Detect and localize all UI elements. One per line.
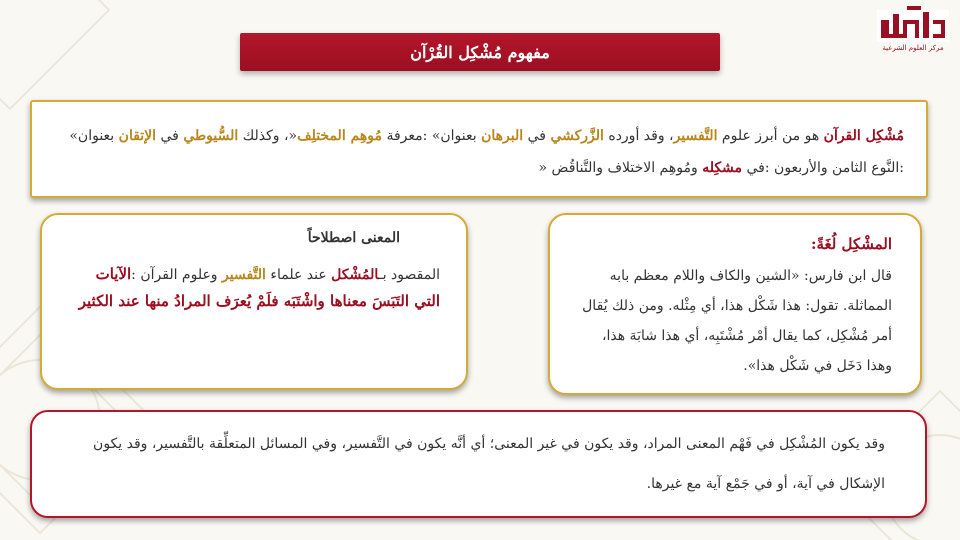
- note-text: وقد يكون المُشْكِل في فَهْم المعنى المراد، وقد يكون في غير المعنى؛ أي أنَّه يكون في التَّفسير، وفي المسائل المتعلِّقة بالتَّفسير، وقد يكون الإشكال في آية، أو في جَمْع آية مع غيرها.: [93, 436, 885, 492]
- term-highlight: المُشْكل: [331, 267, 379, 283]
- definition-box: [30, 100, 928, 198]
- term-meaning-box: [40, 213, 468, 390]
- term-heading: المعنى اصطلاحاً: [307, 230, 400, 246]
- note-box: [30, 410, 927, 518]
- term-text: عند علماء: [265, 267, 332, 283]
- term-definition: الآيات التي التَبَسَ معناها واشْتَبَه فلَمْ يُعرَف المرادُ منها عند الكثير: [78, 265, 440, 310]
- term-text: المقصود بـ: [378, 267, 440, 283]
- linguistic-meaning-box: [548, 213, 922, 395]
- def-highlight: الزَّركشي: [550, 128, 604, 144]
- def-text: في: [523, 128, 551, 144]
- def-text: هو من أبرز علوم: [717, 128, 824, 144]
- def-highlight: التَّفسير: [673, 128, 718, 144]
- term-text: وعلوم القرآن :: [131, 267, 223, 283]
- term-highlight: التَّفسير: [222, 267, 266, 283]
- def-highlight: السُّيوطي: [183, 128, 239, 144]
- def-text: «، وكذلك: [238, 128, 298, 144]
- def-text: بعنوان» :معرفة: [382, 128, 482, 144]
- def-highlight: الإتقان: [118, 128, 157, 144]
- def-highlight: مشكِله: [702, 160, 743, 176]
- lang-heading: المشْكِل لُغَةً:: [810, 235, 892, 253]
- def-text: بعنوان» :النَّوع الثامن والأربعون :في: [69, 128, 904, 176]
- def-highlight: مُوهِم المختلِف: [297, 128, 383, 144]
- lang-body: قال ابن فارس: «الشين والكاف واللام معظم بابه المماثلة. تقول: هذا شَكْل هذا، أي مِثْله. ومن ذلك يُقال أمر مُشْكِل، كما يقال أمْر مُشْتَبِه، أي هذا شابَهَ هذا، وهذا دَخَل في شَكْل هذا».: [582, 268, 892, 374]
- term-body: [68, 261, 440, 315]
- ihkam-logo: [872, 6, 954, 62]
- def-highlight: البرهان: [481, 128, 524, 144]
- page-title: مفهوم مُشْكِل القُرْآن: [240, 33, 720, 71]
- def-text: ومُوهِم الاختلاف والتَّناقُض «: [538, 160, 703, 176]
- ihkam-logo-icon: [877, 6, 949, 42]
- def-text: في: [156, 128, 184, 144]
- def-text: ، وقد أورده: [603, 128, 674, 144]
- logo-caption: مركز العلوم الشرعية: [882, 44, 944, 52]
- def-term: مُشْكِل القرآن: [823, 128, 904, 144]
